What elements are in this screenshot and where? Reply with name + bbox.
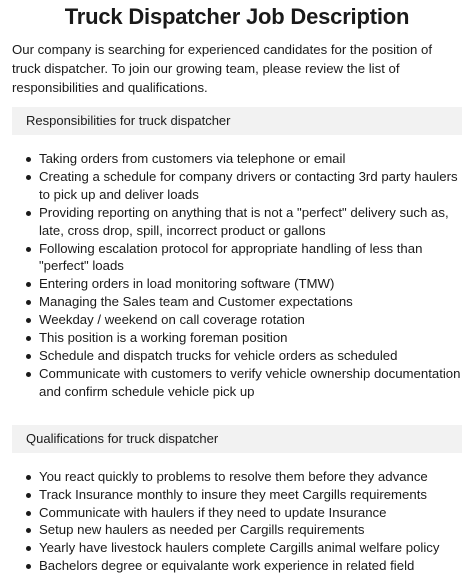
- qualification-item: Bachelors degree or equivalante work experience in related field: [39, 557, 462, 575]
- intro-paragraph: Our company is searching for experienced candidates for the position of truck dispatcher. To join our growing team, please review the list of responsibilities and qualifications.: [12, 42, 433, 95]
- responsibility-item: Weekday / weekend on call coverage rotation: [39, 311, 462, 329]
- responsibility-item: Managing the Sales team and Customer expectations: [39, 293, 462, 311]
- qualifications-heading: Qualifications for truck dispatcher: [12, 425, 462, 453]
- responsibilities-list: [12, 150, 462, 401]
- page-title: Truck Dispatcher Job Description: [64, 4, 410, 29]
- responsibility-item: Creating a schedule for company drivers or contacting 3rd party haulers to pick up and deliver loads: [39, 168, 462, 204]
- responsibility-item: Entering orders in load monitoring software (TMW): [39, 275, 462, 293]
- responsibility-item: Schedule and dispatch trucks for vehicle orders as scheduled: [39, 347, 462, 365]
- responsibility-item: Following escalation protocol for appropriate handling of less than "perfect" loads: [39, 240, 462, 276]
- section-spacer: [12, 401, 462, 415]
- qualification-item: You react quickly to problems to resolve them before they advance: [39, 468, 462, 486]
- qualification-item: Yearly have livestock haulers complete Cargills animal welfare policy: [39, 539, 462, 557]
- qualification-item: Communicate with haulers if they need to update Insurance: [39, 504, 462, 522]
- qualification-item: Track Insurance monthly to insure they meet Cargills requirements: [39, 486, 462, 504]
- responsibility-item: Communicate with customers to verify vehicle ownership documentation and confirm schedule vehicle pick up: [39, 365, 461, 399]
- responsibility-item: Taking orders from customers via telephone or email: [39, 150, 462, 168]
- qualification-item: Setup new haulers as needed per Cargills requirements: [39, 521, 462, 539]
- responsibility-item: This position is a working foreman position: [39, 329, 462, 347]
- qualifications-list: [12, 468, 462, 575]
- responsibility-item: Providing reporting on anything that is not a "perfect" delivery such as, late, cross drop, spill, incorrect product or gallons: [39, 204, 462, 240]
- responsibilities-heading: Responsibilities for truck dispatcher: [12, 107, 462, 135]
